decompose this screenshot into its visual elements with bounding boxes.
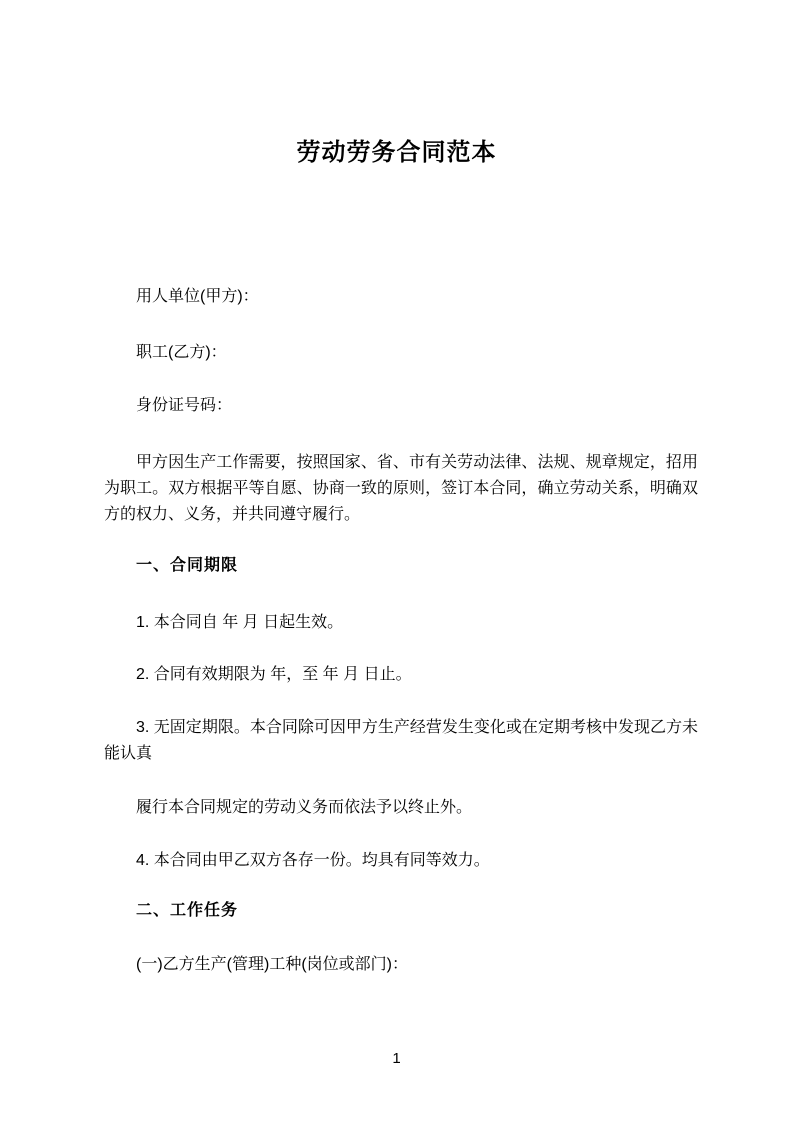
preamble-paragraph: 甲方因生产工作需要，按照国家、省、市有关劳动法律、法规、规章规定，招用为职工。双方根据平等自愿、协商一致的原则，签订本合同，确立劳动关系，明确双方的权力、义务，并共同遵守履行。 (104, 454, 698, 523)
term-clause-3: 3. 无固定期限。本合同除可因甲方生产经营发生变化或在定期考核中发现乙方未能认真 (104, 719, 698, 762)
section-heading-work-tasks: 二、工作任务 (136, 902, 239, 919)
section-heading-contract-term: 一、合同期限 (136, 557, 239, 574)
tasks-clause-1: (一)乙方生产(管理)工种(岗位或部门)： (136, 956, 408, 973)
employer-field-label: 用人单位(甲方)： (136, 288, 259, 305)
employee-field-label: 职工(乙方)： (136, 344, 227, 361)
term-clause-3-continuation: 履行本合同规定的劳动义务而依法予以终止外。 (136, 799, 473, 816)
term-clause-4: 4. 本合同由甲乙双方各存一份。均具有同等效力。 (136, 852, 490, 869)
id-number-field-label: 身份证号码： (136, 397, 233, 414)
term-clause-1: 1. 本合同自 年 月 日起生效。 (136, 614, 344, 631)
term-clause-2: 2. 合同有效期限为 年，至 年 月 日止。 (136, 666, 412, 683)
document-title: 劳动劳务合同范本 (296, 139, 497, 166)
page-number: 1 (392, 1050, 401, 1067)
